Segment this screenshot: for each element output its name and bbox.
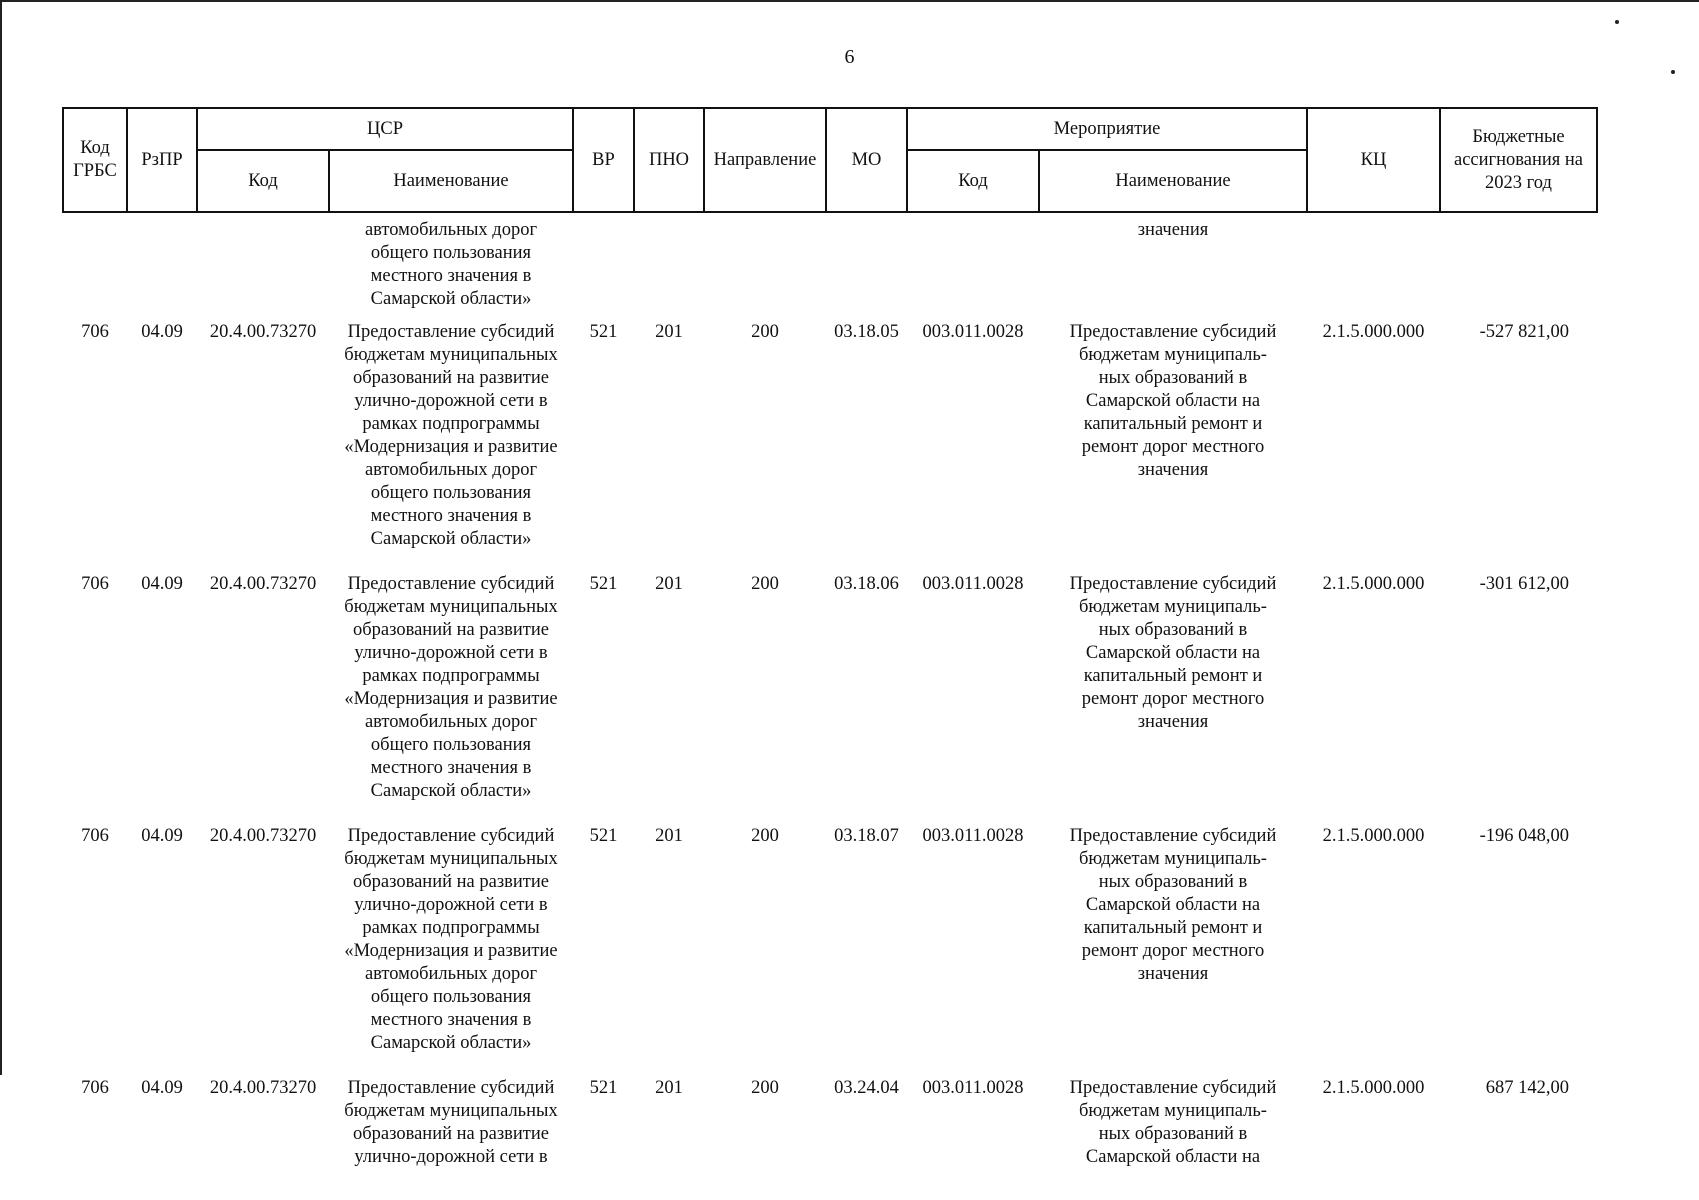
cell-napravlenie: 200 [751, 574, 779, 594]
header-kc: КЦ [1307, 108, 1440, 212]
cell-csr-name [329, 815, 573, 1067]
cell-napravlenie: 200 [751, 322, 779, 342]
cell-mo: 03.24.04 [834, 1078, 899, 1098]
text-line: Самарской области» [370, 1033, 532, 1053]
cell-kc: 2.1.5.000.000 [1322, 1078, 1425, 1098]
text-line: бюджетам муниципальных [344, 597, 558, 617]
text-line: местного значения в [370, 266, 532, 286]
text-line: автомобильных дорог [364, 220, 538, 240]
text-line: бюджетам муниципаль- [1079, 597, 1267, 617]
text-line: ных образований в [1098, 1124, 1248, 1144]
text-line: Самарской области» [370, 781, 532, 801]
cell-csr-code: 20.4.00.73270 [209, 574, 317, 594]
table-row-continued [63, 212, 1597, 311]
cell-event-name [1039, 563, 1307, 815]
cell-event-code: 003.011.0028 [922, 826, 1024, 846]
cell-rzpr: 04.09 [141, 1078, 183, 1098]
cell-amount: -301 612,00 [1479, 574, 1569, 594]
text-line: Самарской области на [1085, 1147, 1261, 1167]
cell-grbs: 706 [81, 826, 109, 846]
header-csr-kod: Код [197, 150, 329, 212]
header-meropriyatie: Мероприятие [907, 108, 1307, 150]
cell-grbs: 706 [81, 574, 109, 594]
cell-vr: 521 [589, 1078, 618, 1098]
text-line: бюджетам муниципаль- [1079, 849, 1267, 869]
scan-line-left [0, 0, 2, 1075]
text-line: значения [1137, 964, 1209, 984]
text-line: Самарской области на [1085, 643, 1261, 663]
continued-csr-name [329, 212, 573, 311]
cell-csr-name [329, 1067, 573, 1169]
text-line: образований на развитие [353, 620, 549, 640]
cell-mo: 03.18.06 [834, 574, 899, 594]
table-row [63, 563, 1597, 815]
text-line: ных образований в [1098, 368, 1248, 388]
text-line: автомобильных дорог [364, 712, 538, 732]
text-line: общего пользования [370, 243, 532, 263]
text-line: бюджетам муниципаль- [1079, 345, 1267, 365]
text-line: рамках подпрограммы [362, 414, 540, 434]
text-line: ремонт дорог местного [1081, 437, 1265, 457]
text-line: общего пользования [370, 483, 532, 503]
text-line: автомобильных дорог [364, 964, 538, 984]
cell-csr-name [329, 563, 573, 815]
cell-grbs: 706 [81, 322, 109, 342]
text-line: общего пользования [370, 987, 532, 1007]
cell-pno: 201 [655, 1078, 683, 1098]
text-line: рамках подпрограммы [362, 918, 540, 938]
cell-kc: 2.1.5.000.000 [1322, 322, 1425, 342]
cell-pno: 201 [655, 322, 683, 342]
text-line: ных образований в [1098, 872, 1248, 892]
cell-csr-code: 20.4.00.73270 [209, 322, 317, 342]
header-mer-name: Наименование [1039, 150, 1307, 212]
text-line: автомобильных дорог [364, 460, 538, 480]
cell-rzpr: 04.09 [141, 574, 183, 594]
table-row [63, 311, 1597, 563]
text-line: бюджетам муниципальных [344, 1101, 558, 1121]
scan-speck [1615, 20, 1619, 24]
budget-table [62, 107, 1598, 1169]
continued-event-name [1039, 212, 1307, 311]
cell-pno: 201 [655, 574, 683, 594]
text-line: Предоставление субсидий [1069, 1078, 1277, 1098]
cell-csr-name [329, 311, 573, 563]
cell-vr: 521 [589, 574, 618, 594]
header-mer-kod: Код [907, 150, 1039, 212]
text-line: «Модернизация и развитие [344, 689, 558, 709]
text-line: значения [1137, 220, 1209, 240]
text-line: ремонт дорог местного [1081, 689, 1265, 709]
text-line: улично-дорожной сети в [354, 1147, 548, 1167]
header-kod-grbs: Код ГРБС [63, 108, 127, 212]
cell-event-name [1039, 1067, 1307, 1169]
cell-mo: 03.18.05 [834, 322, 899, 342]
cell-pno: 201 [655, 826, 683, 846]
table-header [63, 108, 1597, 212]
cell-napravlenie: 200 [751, 826, 779, 846]
header-budget: Бюджетные ассигнования на 2023 год [1440, 108, 1597, 212]
text-line: рамках подпрограммы [362, 666, 540, 686]
text-line: Предоставление субсидий [1069, 574, 1277, 594]
text-line: капитальный ремонт и [1083, 666, 1263, 686]
text-line: значения [1137, 460, 1209, 480]
cell-napravlenie: 200 [751, 1078, 779, 1098]
header-pno: ПНО [634, 108, 704, 212]
text-line: общего пользования [370, 735, 532, 755]
text-line: «Модернизация и развитие [344, 437, 558, 457]
cell-grbs: 706 [81, 1078, 109, 1098]
text-line: Предоставление субсидий [347, 826, 555, 846]
table-row [63, 815, 1597, 1067]
text-line: образований на развитие [353, 1124, 549, 1144]
cell-amount: 687 142,00 [1485, 1078, 1569, 1098]
text-line: местного значения в [370, 758, 532, 778]
cell-event-name [1039, 815, 1307, 1067]
cell-vr: 521 [589, 322, 618, 342]
text-line: Самарской области» [370, 529, 532, 549]
cell-mo: 03.18.07 [834, 826, 899, 846]
text-line: бюджетам муниципальных [344, 849, 558, 869]
text-line: бюджетам муниципаль- [1079, 1101, 1267, 1121]
text-line: ных образований в [1098, 620, 1248, 640]
scan-line-top [0, 0, 1699, 2]
cell-csr-code: 20.4.00.73270 [209, 826, 317, 846]
text-line: местного значения в [370, 506, 532, 526]
text-line: бюджетам муниципальных [344, 345, 558, 365]
cell-rzpr: 04.09 [141, 826, 183, 846]
text-line: улично-дорожной сети в [354, 643, 548, 663]
table-body [63, 212, 1597, 1169]
header-csr: ЦСР [197, 108, 573, 150]
text-line: ремонт дорог местного [1081, 941, 1265, 961]
cell-vr: 521 [589, 826, 618, 846]
text-line: образований на развитие [353, 368, 549, 388]
text-line: капитальный ремонт и [1083, 918, 1263, 938]
header-rzpr: РзПР [127, 108, 197, 212]
cell-event-code: 003.011.0028 [922, 1078, 1024, 1098]
text-line: образований на развитие [353, 872, 549, 892]
header-mo: МО [826, 108, 907, 212]
scan-speck [1671, 70, 1675, 74]
header-napravlenie: Направление [704, 108, 826, 212]
text-line: улично-дорожной сети в [354, 391, 548, 411]
text-line: Самарской области на [1085, 895, 1261, 915]
header-csr-name: Наименование [329, 150, 573, 212]
table-row [63, 1067, 1597, 1169]
text-line: значения [1137, 712, 1209, 732]
budget-table-container [62, 107, 1596, 1169]
text-line: местного значения в [370, 1010, 532, 1030]
cell-amount: -527 821,00 [1479, 322, 1569, 342]
header-vr: ВР [573, 108, 634, 212]
cell-csr-code: 20.4.00.73270 [209, 1078, 317, 1098]
text-line: Предоставление субсидий [347, 574, 555, 594]
cell-kc: 2.1.5.000.000 [1322, 574, 1425, 594]
text-line: Предоставление субсидий [1069, 826, 1277, 846]
text-line: капитальный ремонт и [1083, 414, 1263, 434]
page-number: 6 [844, 46, 855, 68]
cell-rzpr: 04.09 [141, 322, 183, 342]
text-line: Предоставление субсидий [347, 1078, 555, 1098]
cell-kc: 2.1.5.000.000 [1322, 826, 1425, 846]
text-line: Самарской области на [1085, 391, 1261, 411]
cell-event-code: 003.011.0028 [922, 322, 1024, 342]
cell-amount: -196 048,00 [1479, 826, 1569, 846]
text-line: Предоставление субсидий [347, 322, 555, 342]
text-line: Предоставление субсидий [1069, 322, 1277, 342]
text-line: Самарской области» [370, 289, 532, 309]
cell-event-code: 003.011.0028 [922, 574, 1024, 594]
cell-event-name [1039, 311, 1307, 563]
text-line: улично-дорожной сети в [354, 895, 548, 915]
text-line: «Модернизация и развитие [344, 941, 558, 961]
